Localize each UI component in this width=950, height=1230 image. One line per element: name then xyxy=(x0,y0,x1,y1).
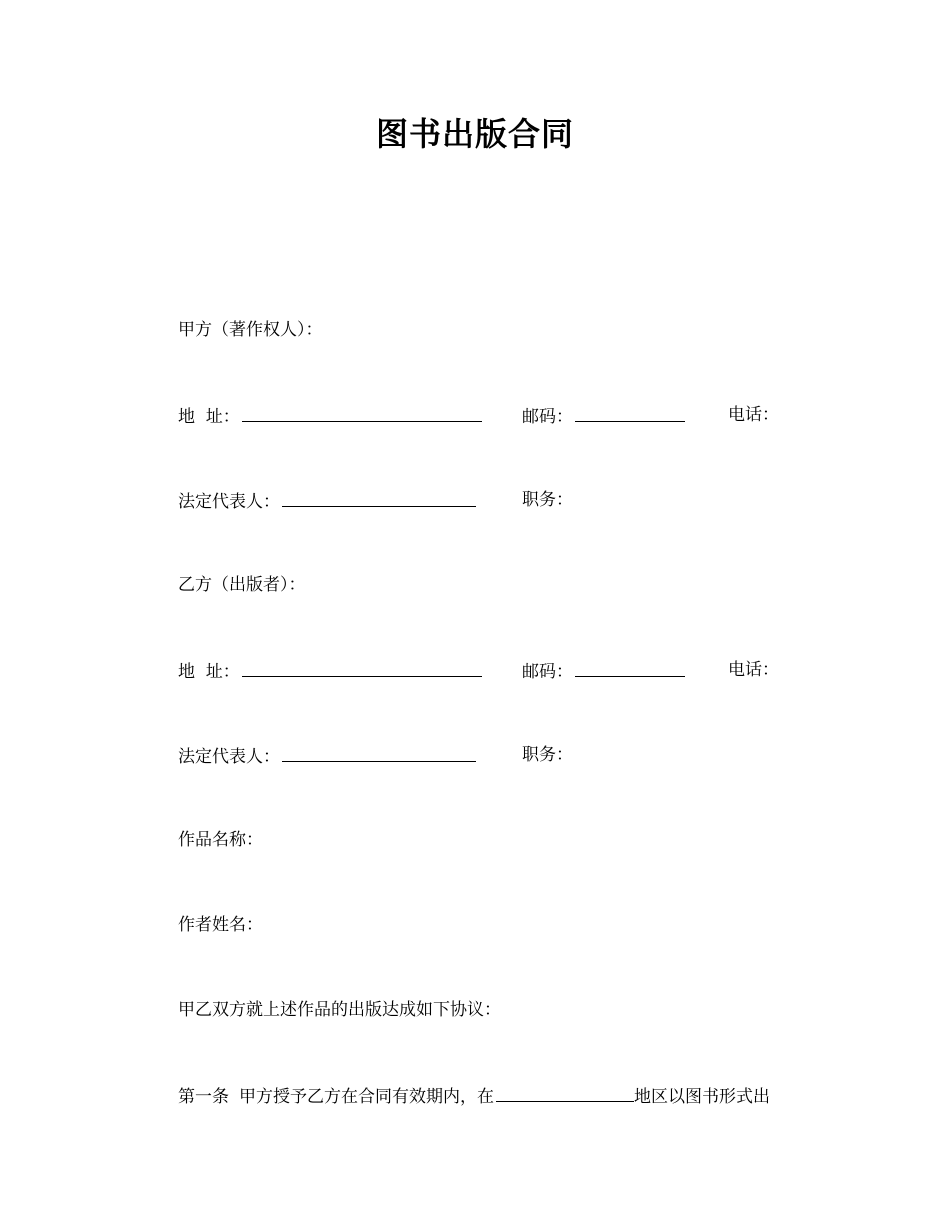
party-a-phone-row xyxy=(728,403,779,427)
author-name-label: 作者姓名： xyxy=(178,915,263,935)
article-1-text-before: 甲方授予乙方在合同有效期内，在 xyxy=(239,1087,494,1107)
party-a-postcode-label: 邮码： xyxy=(522,407,573,427)
article-1-number: 第一条 xyxy=(178,1087,229,1107)
work-name-label: 作品名称： xyxy=(178,830,263,850)
party-b-phone-label: 电话： xyxy=(728,660,779,680)
party-a-rep-field[interactable] xyxy=(282,488,476,507)
party-b-postcode-field[interactable] xyxy=(575,658,685,677)
party-a-position-row xyxy=(522,488,573,512)
party-b-rep-field[interactable] xyxy=(282,743,476,762)
article-1 xyxy=(178,1083,770,1109)
party-b-position-row xyxy=(522,743,573,767)
party-a-address-row xyxy=(178,403,482,429)
party-b-address-field[interactable] xyxy=(242,658,482,677)
party-a-postcode-row xyxy=(522,403,685,429)
party-a-position-label: 职务： xyxy=(522,490,573,510)
party-b-postcode-row xyxy=(522,658,685,684)
party-a-postcode-field[interactable] xyxy=(575,403,685,422)
party-b-postcode-label: 邮码： xyxy=(522,662,573,682)
party-a-heading: 甲方（著作权人）： xyxy=(178,320,323,340)
party-a-phone-label: 电话： xyxy=(728,405,779,425)
party-b-phone-row xyxy=(728,658,779,682)
article-1-region-field[interactable] xyxy=(496,1083,634,1102)
party-b-heading: 乙方（出版者）： xyxy=(178,575,306,595)
party-b-address-row xyxy=(178,658,482,684)
party-b-position-label: 职务： xyxy=(522,745,573,765)
party-a-rep-row xyxy=(178,488,476,514)
party-a-rep-label: 法定代表人： xyxy=(178,492,280,512)
party-b-rep-label: 法定代表人： xyxy=(178,747,280,767)
party-a-address-field[interactable] xyxy=(242,403,482,422)
party-b-address-label: 地 址： xyxy=(178,662,240,682)
party-a-address-label: 地 址： xyxy=(178,407,240,427)
agreement-intro: 甲乙双方就上述作品的出版达成如下协议： xyxy=(178,1000,501,1020)
document-title: 图书出版合同 xyxy=(375,115,574,153)
article-1-text-after: 地区以图书形式出 xyxy=(634,1087,770,1107)
party-b-rep-row xyxy=(178,743,476,769)
